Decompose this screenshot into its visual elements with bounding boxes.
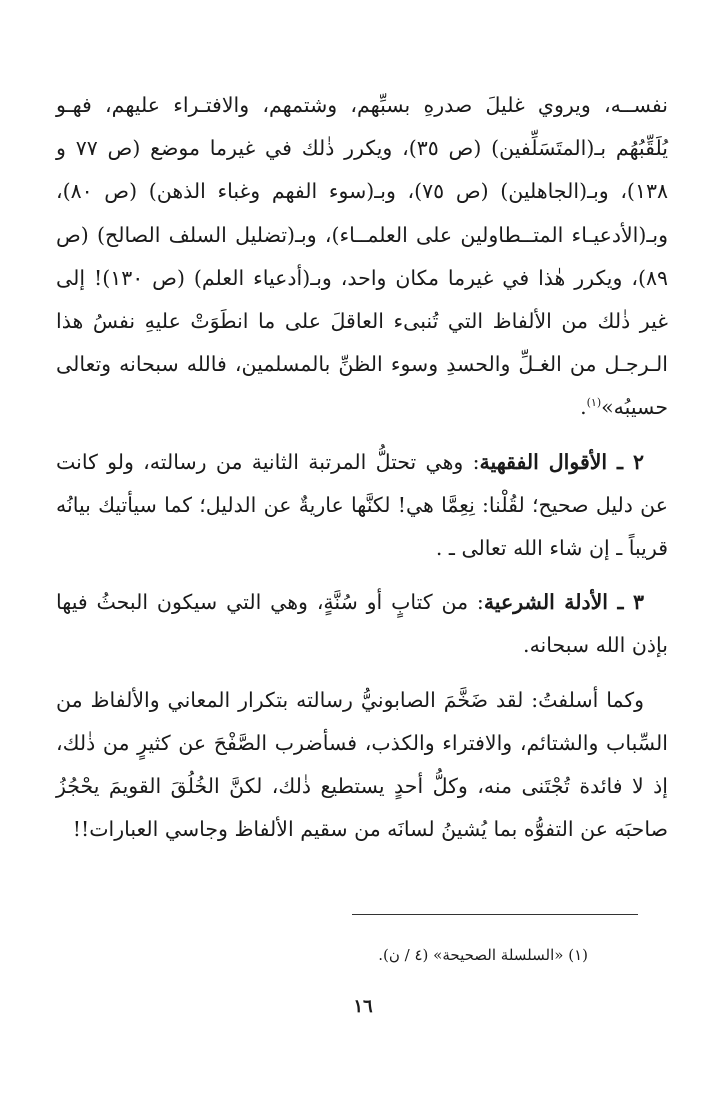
footnote-divider: [352, 914, 638, 915]
page-number: ١٦: [353, 996, 373, 1017]
footnote-marker: (١): [586, 396, 602, 410]
item-3-text: : من كتابٍ أو سُنَّةٍ، وهي التي سيكون البحثُ فيها بإذن الله سبحانه.: [56, 590, 668, 658]
paragraph-1-text: نفســه، ويروي غليلَ صدرهِ بسبِّهم، وشتمهم، والافتـراء عليهم، فهـو يُلَقِّبُهُم بـ(المتَسَلِّفين) (ص ٣٥)، ويكرر ذٰلك في غيرما موضع (ص ٧٧ و ١٣٨)، وبـ(الجاهلين) (ص ٧٥)، وبـ(سوء الفهم وغباء الذهن) (ص ٨٠)، وبـ(الأدعيـاء المتــطاولين على العلمــاء)، وبـ(تضليل السلف الصالح) (ص ٨٩)، ويكرر هٰذا في غيرما مكان واحد، وبـ(أدعياء العلم) (ص ١٣٠)! إلى غير ذٰلك من الألفاظ التي تُنبىء العاقلَ على ما انطَوَتْ عليهِ نفسُ هذا الـرجـل من الغـلِّ والحسدِ وسوء الظنِّ بالمسلمين، فالله سبحانه وتعالى حسيبُه»: [56, 93, 668, 420]
paragraph-4: [56, 679, 668, 852]
paragraph-1-closing: .: [580, 395, 587, 420]
paragraph-4-text: وكما أسلفتُ: لقد ضَخَّمَ الصابونيُّ رسالته بتكرار المعاني والألفاظ من السِّباب والشتائم، والافتراء والكذب، فسأضرب الصَّفْحَ عن كثيرٍ من ذٰلك، إذ لا فائدة تُجْتَنى منه، وكلُّ أحدٍ يستطيع ذٰلك، لكنَّ الخُلُقَ القويمَ يحْجُزُ صاحبَه عن التفوُّه بما يُشينُ لسانَه من سقيم الألفاظ وجاسي العبارات!!: [56, 687, 668, 842]
item-2-text: : وهي تحتلُّ المرتبة الثانية من رسالته، ولو كانت عن دليل صحيح؛ لقُلْنا: نِعِمَّا هي! لكنَّها عاريةٌ عن الدليل؛ كما سيأتيك بيانُه قريباً ـ إن شاء الله تعالى ـ .: [56, 449, 668, 561]
item-2-heading: ٢ ـ الأقوال الفقهية: [479, 449, 644, 474]
item-3-heading: ٣ ـ الأدلة الشرعية: [483, 590, 644, 615]
footnote: (١) «السلسلة الصحيحة» (٤ / ن).: [378, 946, 588, 964]
item-3-paragraph: [56, 581, 668, 667]
page-body: [56, 84, 668, 851]
paragraph-1: [56, 84, 668, 430]
item-2-paragraph: [56, 441, 668, 571]
